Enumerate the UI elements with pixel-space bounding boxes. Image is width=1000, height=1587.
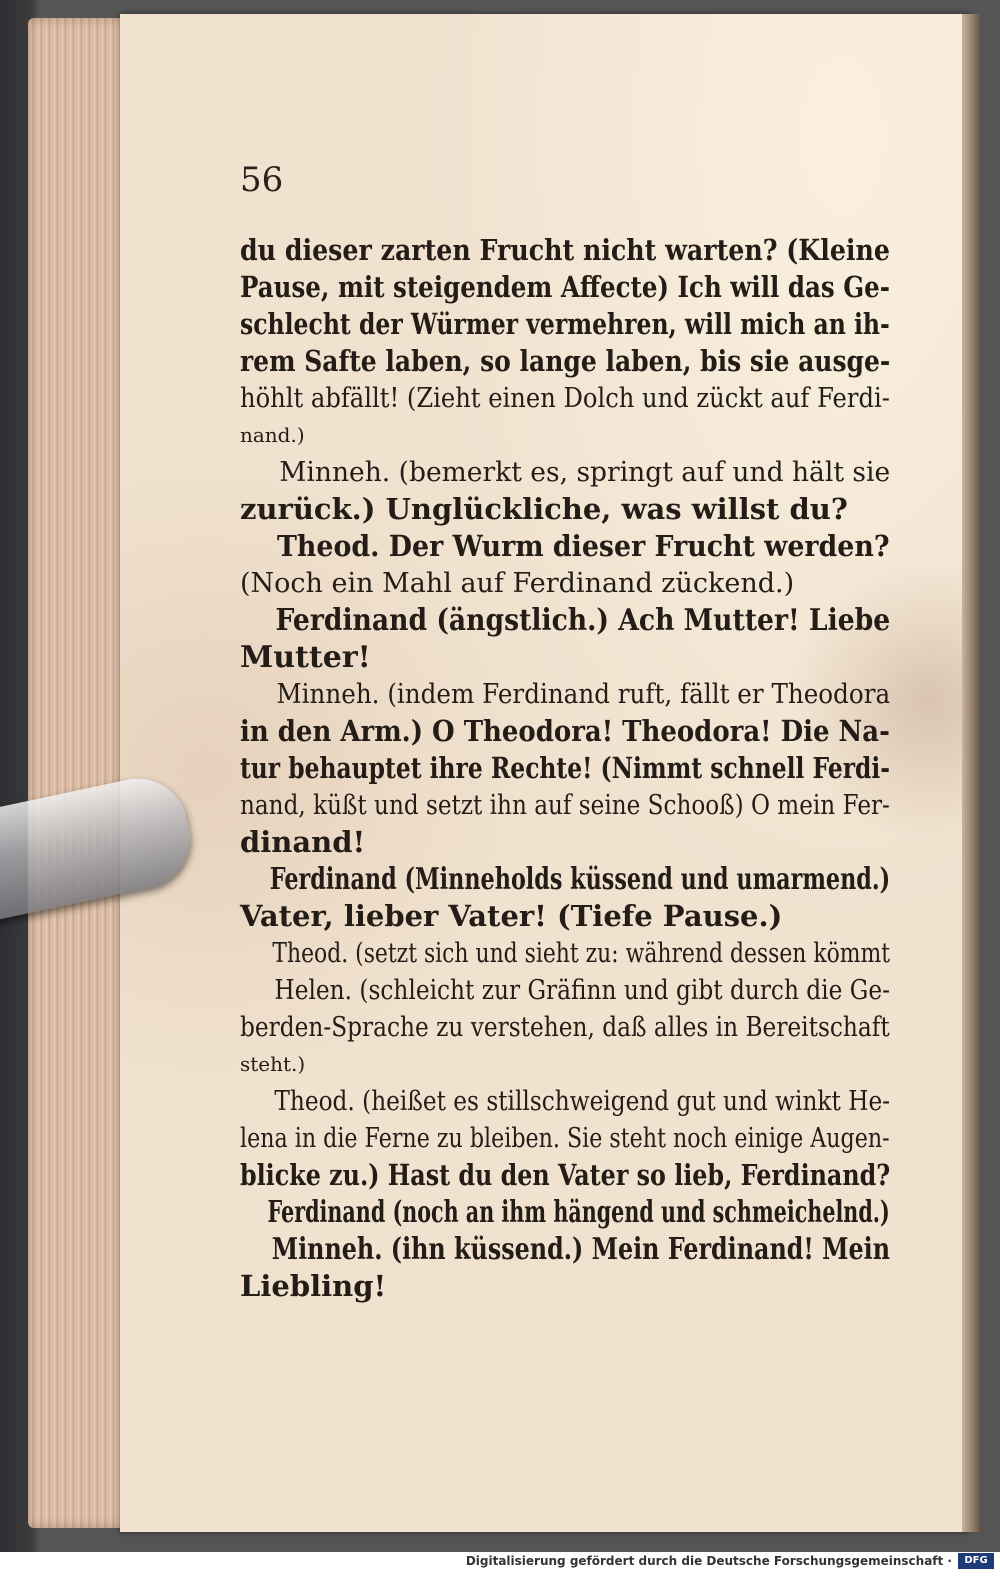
text-line: Ferdinand (Minneholds küssend und umarmend.) — [269, 862, 891, 897]
text-line: Helen. (schleicht zur Gräfinn und gibt durch die Ge- — [274, 975, 890, 1006]
page-number: 56 — [240, 160, 284, 200]
text-line: Ferdinand (noch an ihm hängend und schmeichelnd.) — [267, 1195, 890, 1230]
text-line: berden-Sprache zu verstehen, daß alles in Bereitschaft — [240, 1012, 890, 1043]
book-spine-edge — [962, 14, 982, 1532]
text-line: Minneh. (ihn küssend.) Mein Ferdinand! Mein — [271, 1232, 891, 1267]
text-line: höhlt abfällt! (Zieht einen Dolch und zückt auf Ferdi- — [240, 383, 890, 414]
text-line: dinand! — [240, 825, 366, 859]
text-line: Mutter! — [240, 640, 371, 675]
text-line: Minneh. (bemerkt es, springt auf und hält sie — [279, 457, 891, 488]
text-line: schlecht der Würmer vermehren, will mich an ih- — [240, 307, 890, 341]
text-line: (Noch ein Mahl auf Ferdinand zückend.) — [240, 568, 795, 599]
text-line: nand.) — [240, 423, 305, 447]
text-line: rem Safte laben, so lange laben, bis sie ausge- — [240, 344, 891, 378]
text-line: Theod. (heißet es stillschweigend gut und winkt He- — [274, 1086, 891, 1117]
footer-credit: Digitalisierung gefördert durch die Deutsche Forschungsgemeinschaft · — [465, 1554, 952, 1568]
dfg-logo: DFG — [958, 1553, 994, 1569]
text-line: Ferdinand (ängstlich.) Ach Mutter! Liebe — [275, 603, 891, 638]
text-line: zurück.) Unglückliche, was willst du? — [240, 492, 848, 526]
text-line: Theod. (setzt sich und sieht zu: während dessen kömmt — [272, 938, 891, 969]
page-text — [240, 232, 890, 1305]
text-line: tur behauptet ihre Rechte! (Nimmt schnell Ferdi- — [240, 751, 890, 785]
text-line: Vater, lieber Vater! (Tiefe Pause.) — [240, 899, 783, 933]
text-line: Liebling! — [240, 1269, 387, 1303]
text-line: nand, küßt und setzt ihn auf seine Schooß) O mein Fer- — [240, 790, 890, 821]
text-line: Minneh. (indem Ferdinand ruft, fällt er Theodora — [276, 679, 891, 710]
text-line: blicke zu.) Hast du den Vater so lieb, Ferdinand? — [240, 1158, 891, 1192]
text-line: Pause, mit steigendem Affecte) Ich will das Ge- — [240, 270, 890, 304]
text-line: lena in die Ferne zu bleiben. Sie steht noch einige Augen- — [240, 1123, 890, 1154]
text-line: steht.) — [240, 1052, 306, 1076]
text-line: Theod. Der Wurm dieser Frucht werden? — [276, 529, 890, 563]
text-line: in den Arm.) O Theodora! Theodora! Die Na- — [240, 714, 890, 748]
text-line: du dieser zarten Frucht nicht warten? (Kleine — [240, 233, 890, 267]
